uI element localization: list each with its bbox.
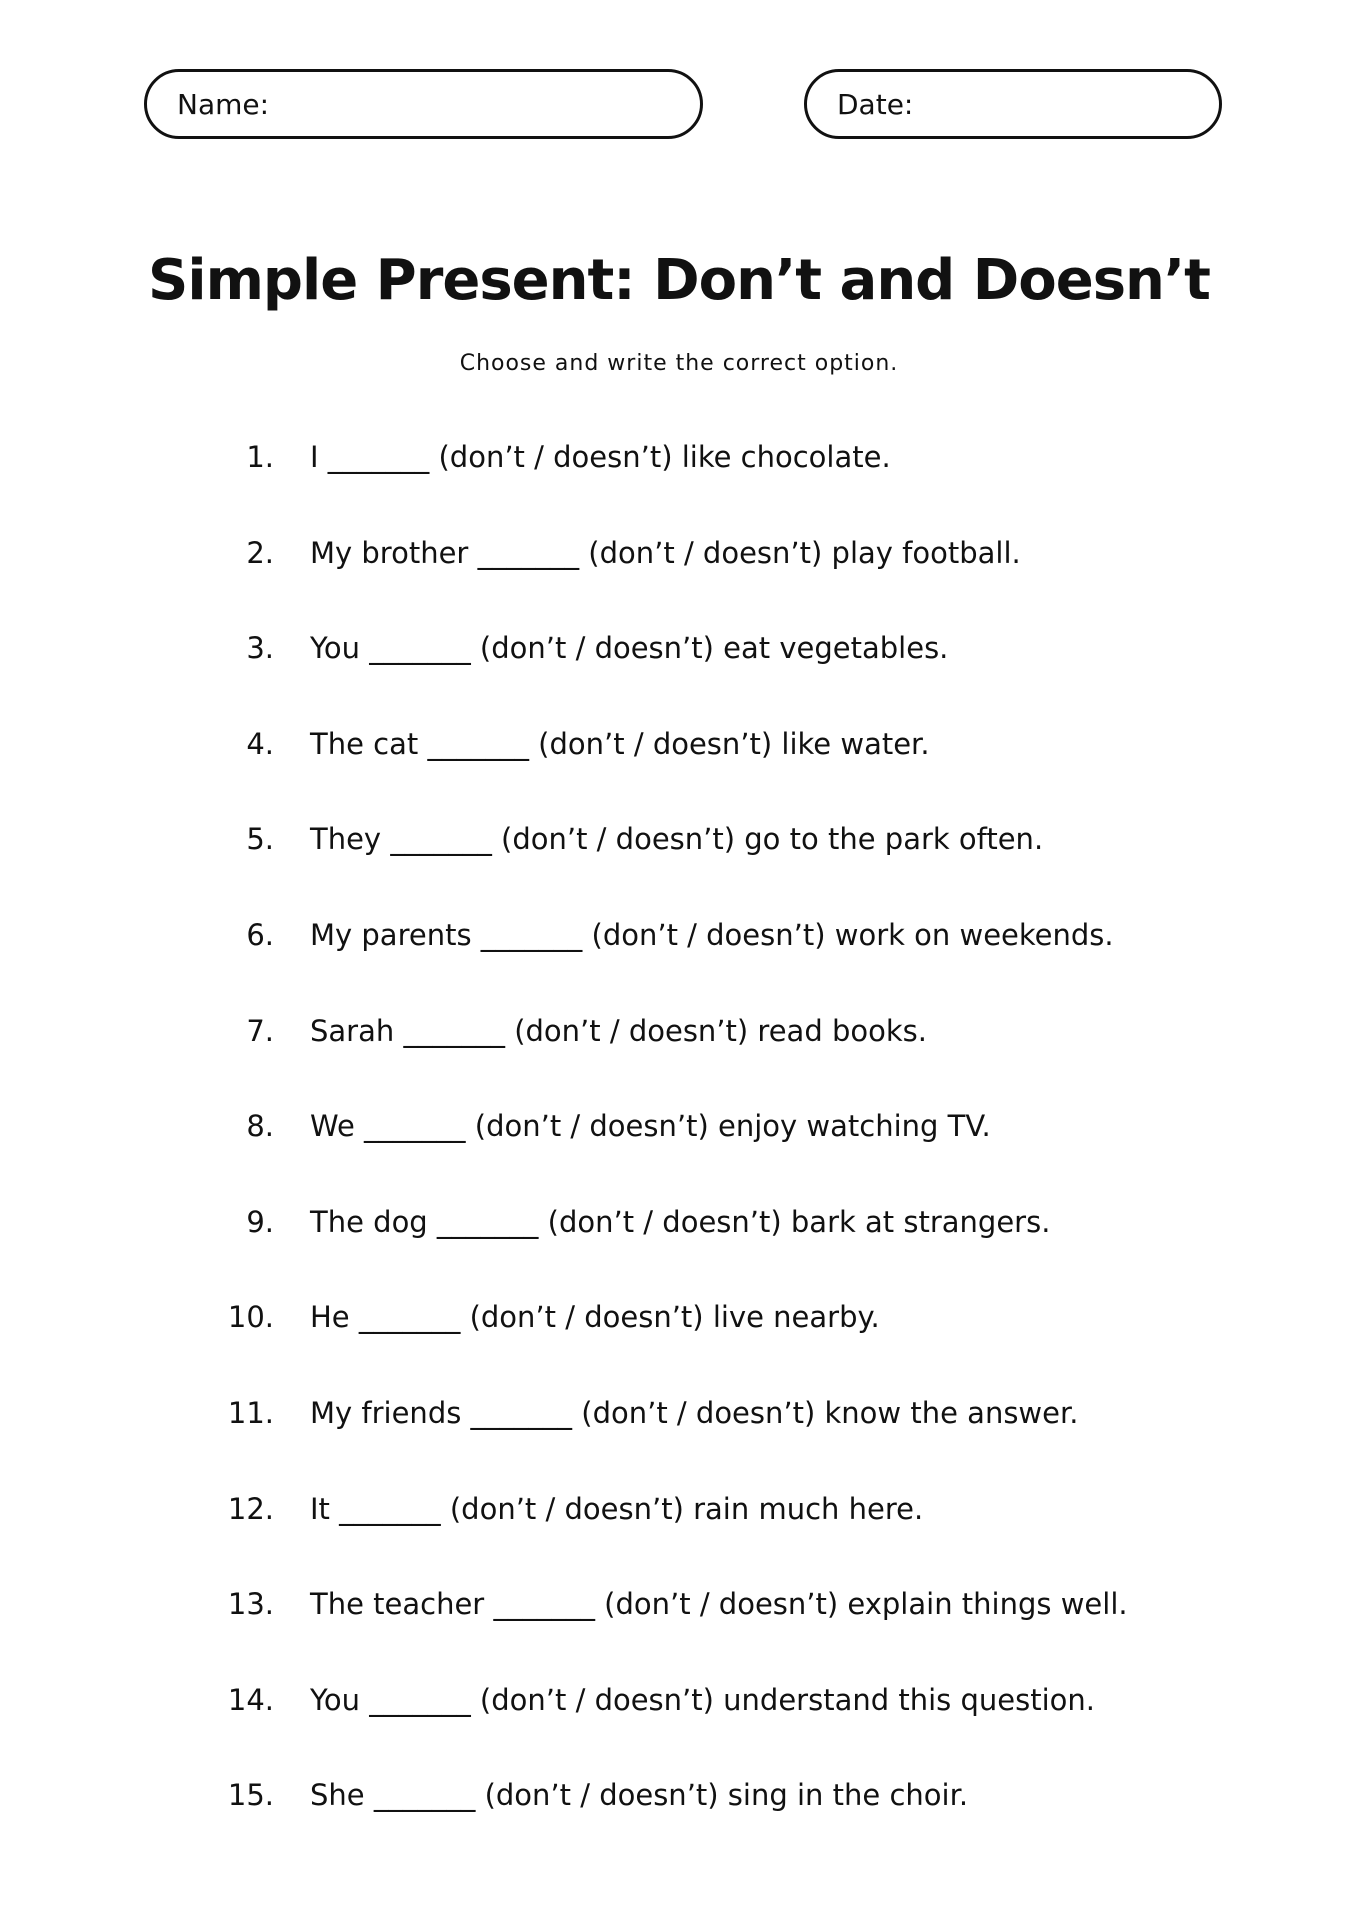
question-text: You _______ (don’t / doesn’t) eat vegetables. [310, 631, 949, 666]
question-number: 12. [227, 1491, 274, 1526]
question-item [0, 1109, 1358, 1205]
date-field[interactable] [804, 69, 1222, 139]
question-text: The cat _______ (don’t / doesn’t) like water. [310, 726, 930, 761]
question-number: 7. [246, 1013, 274, 1048]
question-text: My parents _______ (don’t / doesn’t) work on weekends. [310, 917, 1114, 952]
question-item [0, 440, 1358, 536]
question-number: 4. [246, 726, 274, 761]
question-item [0, 1683, 1358, 1779]
question-item [0, 1492, 1358, 1588]
question-number: 6. [246, 917, 274, 952]
name-field[interactable] [144, 69, 703, 139]
question-item [0, 822, 1358, 918]
question-item [0, 1014, 1358, 1110]
question-item [0, 1396, 1358, 1492]
question-text: She _______ (don’t / doesn’t) sing in the choir. [310, 1778, 969, 1813]
question-item [0, 918, 1358, 1014]
question-item [0, 727, 1358, 823]
question-number: 3. [246, 631, 274, 666]
question-item [0, 1205, 1358, 1301]
question-number: 14. [227, 1682, 274, 1717]
instructions: Choose and write the correct option. [459, 351, 899, 376]
question-item [0, 1587, 1358, 1683]
question-text: The teacher _______ (don’t / doesn’t) explain things well. [310, 1587, 1128, 1622]
question-number: 8. [246, 1109, 274, 1144]
question-text: It _______ (don’t / doesn’t) rain much here. [310, 1491, 924, 1526]
question-text: The dog _______ (don’t / doesn’t) bark at strangers. [310, 1204, 1051, 1239]
question-text: We _______ (don’t / doesn’t) enjoy watching TV. [310, 1109, 991, 1144]
question-text: You _______ (don’t / doesn’t) understand this question. [310, 1682, 1095, 1717]
question-text: My friends _______ (don’t / doesn’t) know the answer. [310, 1395, 1079, 1430]
question-text: I _______ (don’t / doesn’t) like chocolate. [310, 440, 891, 474]
name-label: Name: [177, 87, 270, 121]
question-number: 5. [246, 822, 274, 857]
question-item [0, 536, 1358, 632]
question-text: He _______ (don’t / doesn’t) live nearby. [310, 1300, 880, 1335]
question-text: My brother _______ (don’t / doesn’t) play football. [310, 535, 1021, 570]
date-label: Date: [837, 87, 914, 121]
question-number: 13. [227, 1587, 274, 1622]
question-list [0, 440, 1358, 1874]
worksheet-title: Simple Present: Don’t and Doesn’t [148, 248, 1210, 313]
question-number: 1. [246, 440, 274, 474]
question-item [0, 631, 1358, 727]
question-number: 9. [246, 1204, 274, 1239]
question-number: 2. [246, 535, 274, 570]
question-number: 11. [227, 1395, 274, 1430]
question-text: They _______ (don’t / doesn’t) go to the park often. [310, 822, 1044, 857]
question-item [0, 1300, 1358, 1396]
question-item [0, 1778, 1358, 1874]
question-text: Sarah _______ (don’t / doesn’t) read books. [310, 1013, 927, 1048]
question-number: 15. [227, 1778, 274, 1813]
question-number: 10. [227, 1300, 274, 1335]
